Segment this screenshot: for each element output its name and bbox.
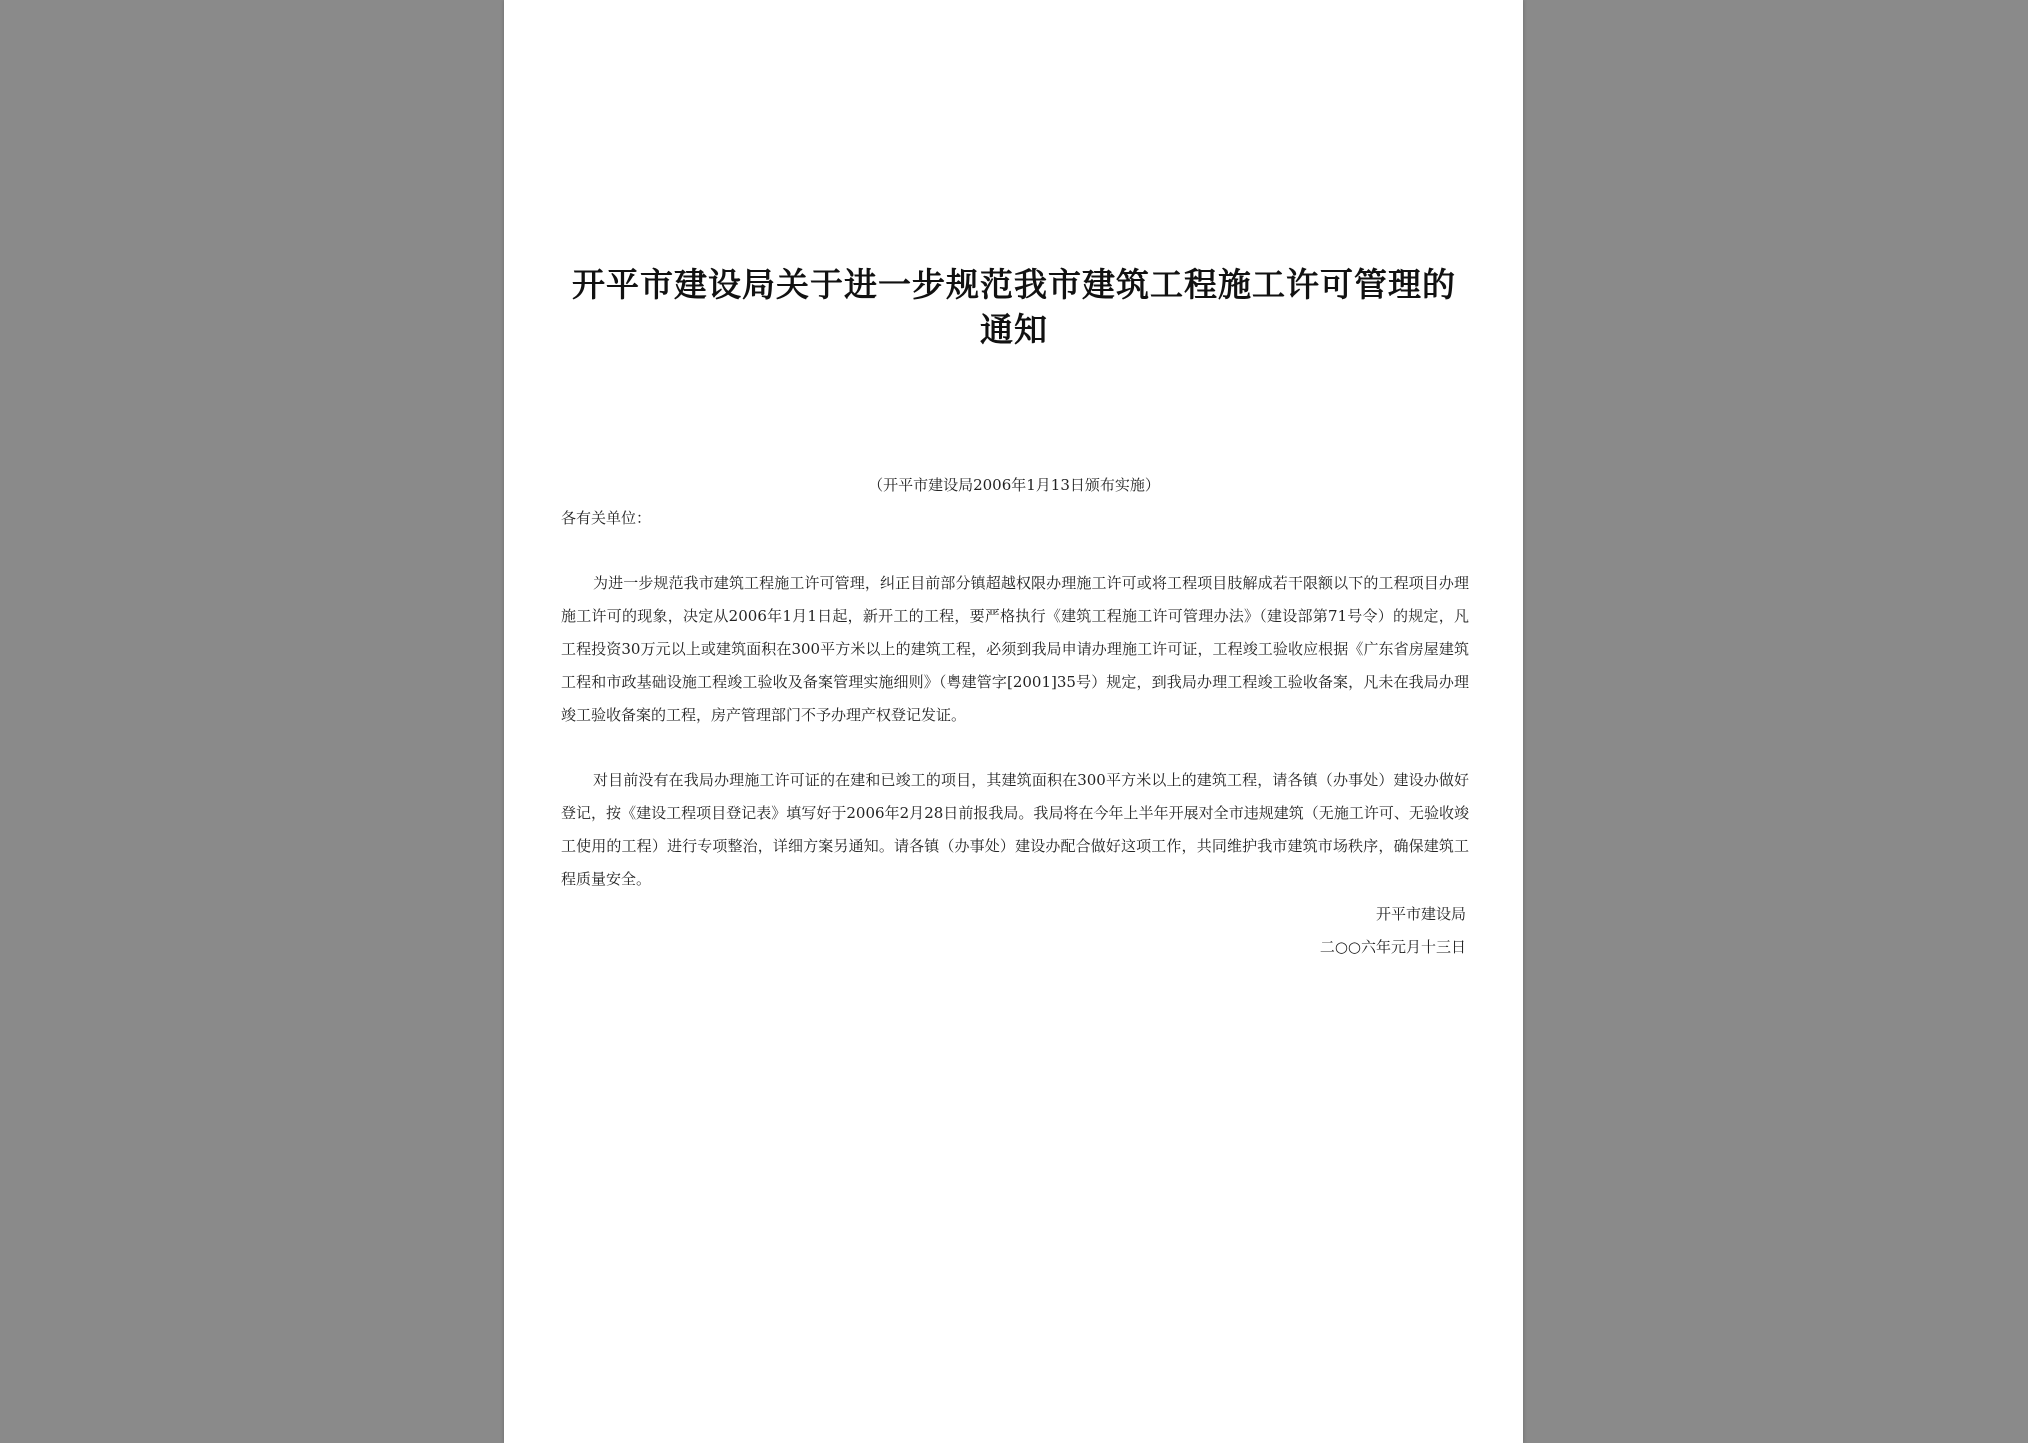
document-title: 开平市建设局关于进一步规范我市建筑工程施工许可管理的通知 [572, 265, 1456, 349]
salutation: 各有关单位： [561, 509, 652, 527]
signature-date: 二○○六年元月十三日 [1319, 938, 1466, 956]
document-page [504, 0, 1523, 1443]
document-subtitle: （开平市建设局2006年1月13日颁布实施） [868, 476, 1160, 494]
body-paragraph-1: 为进一步规范我市建筑工程施工许可管理，纠正目前部分镇超越权限办理施工许可或将工程项目肢解成若干限额以下的工程项目办理施工许可的现象，决定从2006年1月1日起，新开工的工程，要严格执行《建筑工程施工许可管理办法》（建设部第71号令）的规定，凡工程投资30万元以上或建筑面积在300平方米以上的建筑工程，必须到我局申请办理施工许可证，工程竣工验收应根据《广东省房屋建筑工程和市政基础设施工程竣工验收及备案管理实施细则》（粤建管字[2001]35号）规定，到我局办理工程竣工验收备案，凡未在我局办理竣工验收备案的工程，房产管理部门不予办理产权登记发证。 [561, 574, 1469, 724]
signature-organization: 开平市建设局 [1375, 905, 1466, 923]
body-paragraph-2: 对目前没有在我局办理施工许可证的在建和已竣工的项目，其建筑面积在300平方米以上的建筑工程，请各镇（办事处）建设办做好登记，按《建设工程项目登记表》填写好于2006年2月28日前报我局。我局将在今年上半年开展对全市违规建筑（无施工许可、无验收竣工使用的工程）进行专项整治，详细方案另通知。请各镇（办事处）建设办配合做好这项工作，共同维护我市建筑市场秩序，确保建筑工程质量安全。 [561, 771, 1469, 888]
